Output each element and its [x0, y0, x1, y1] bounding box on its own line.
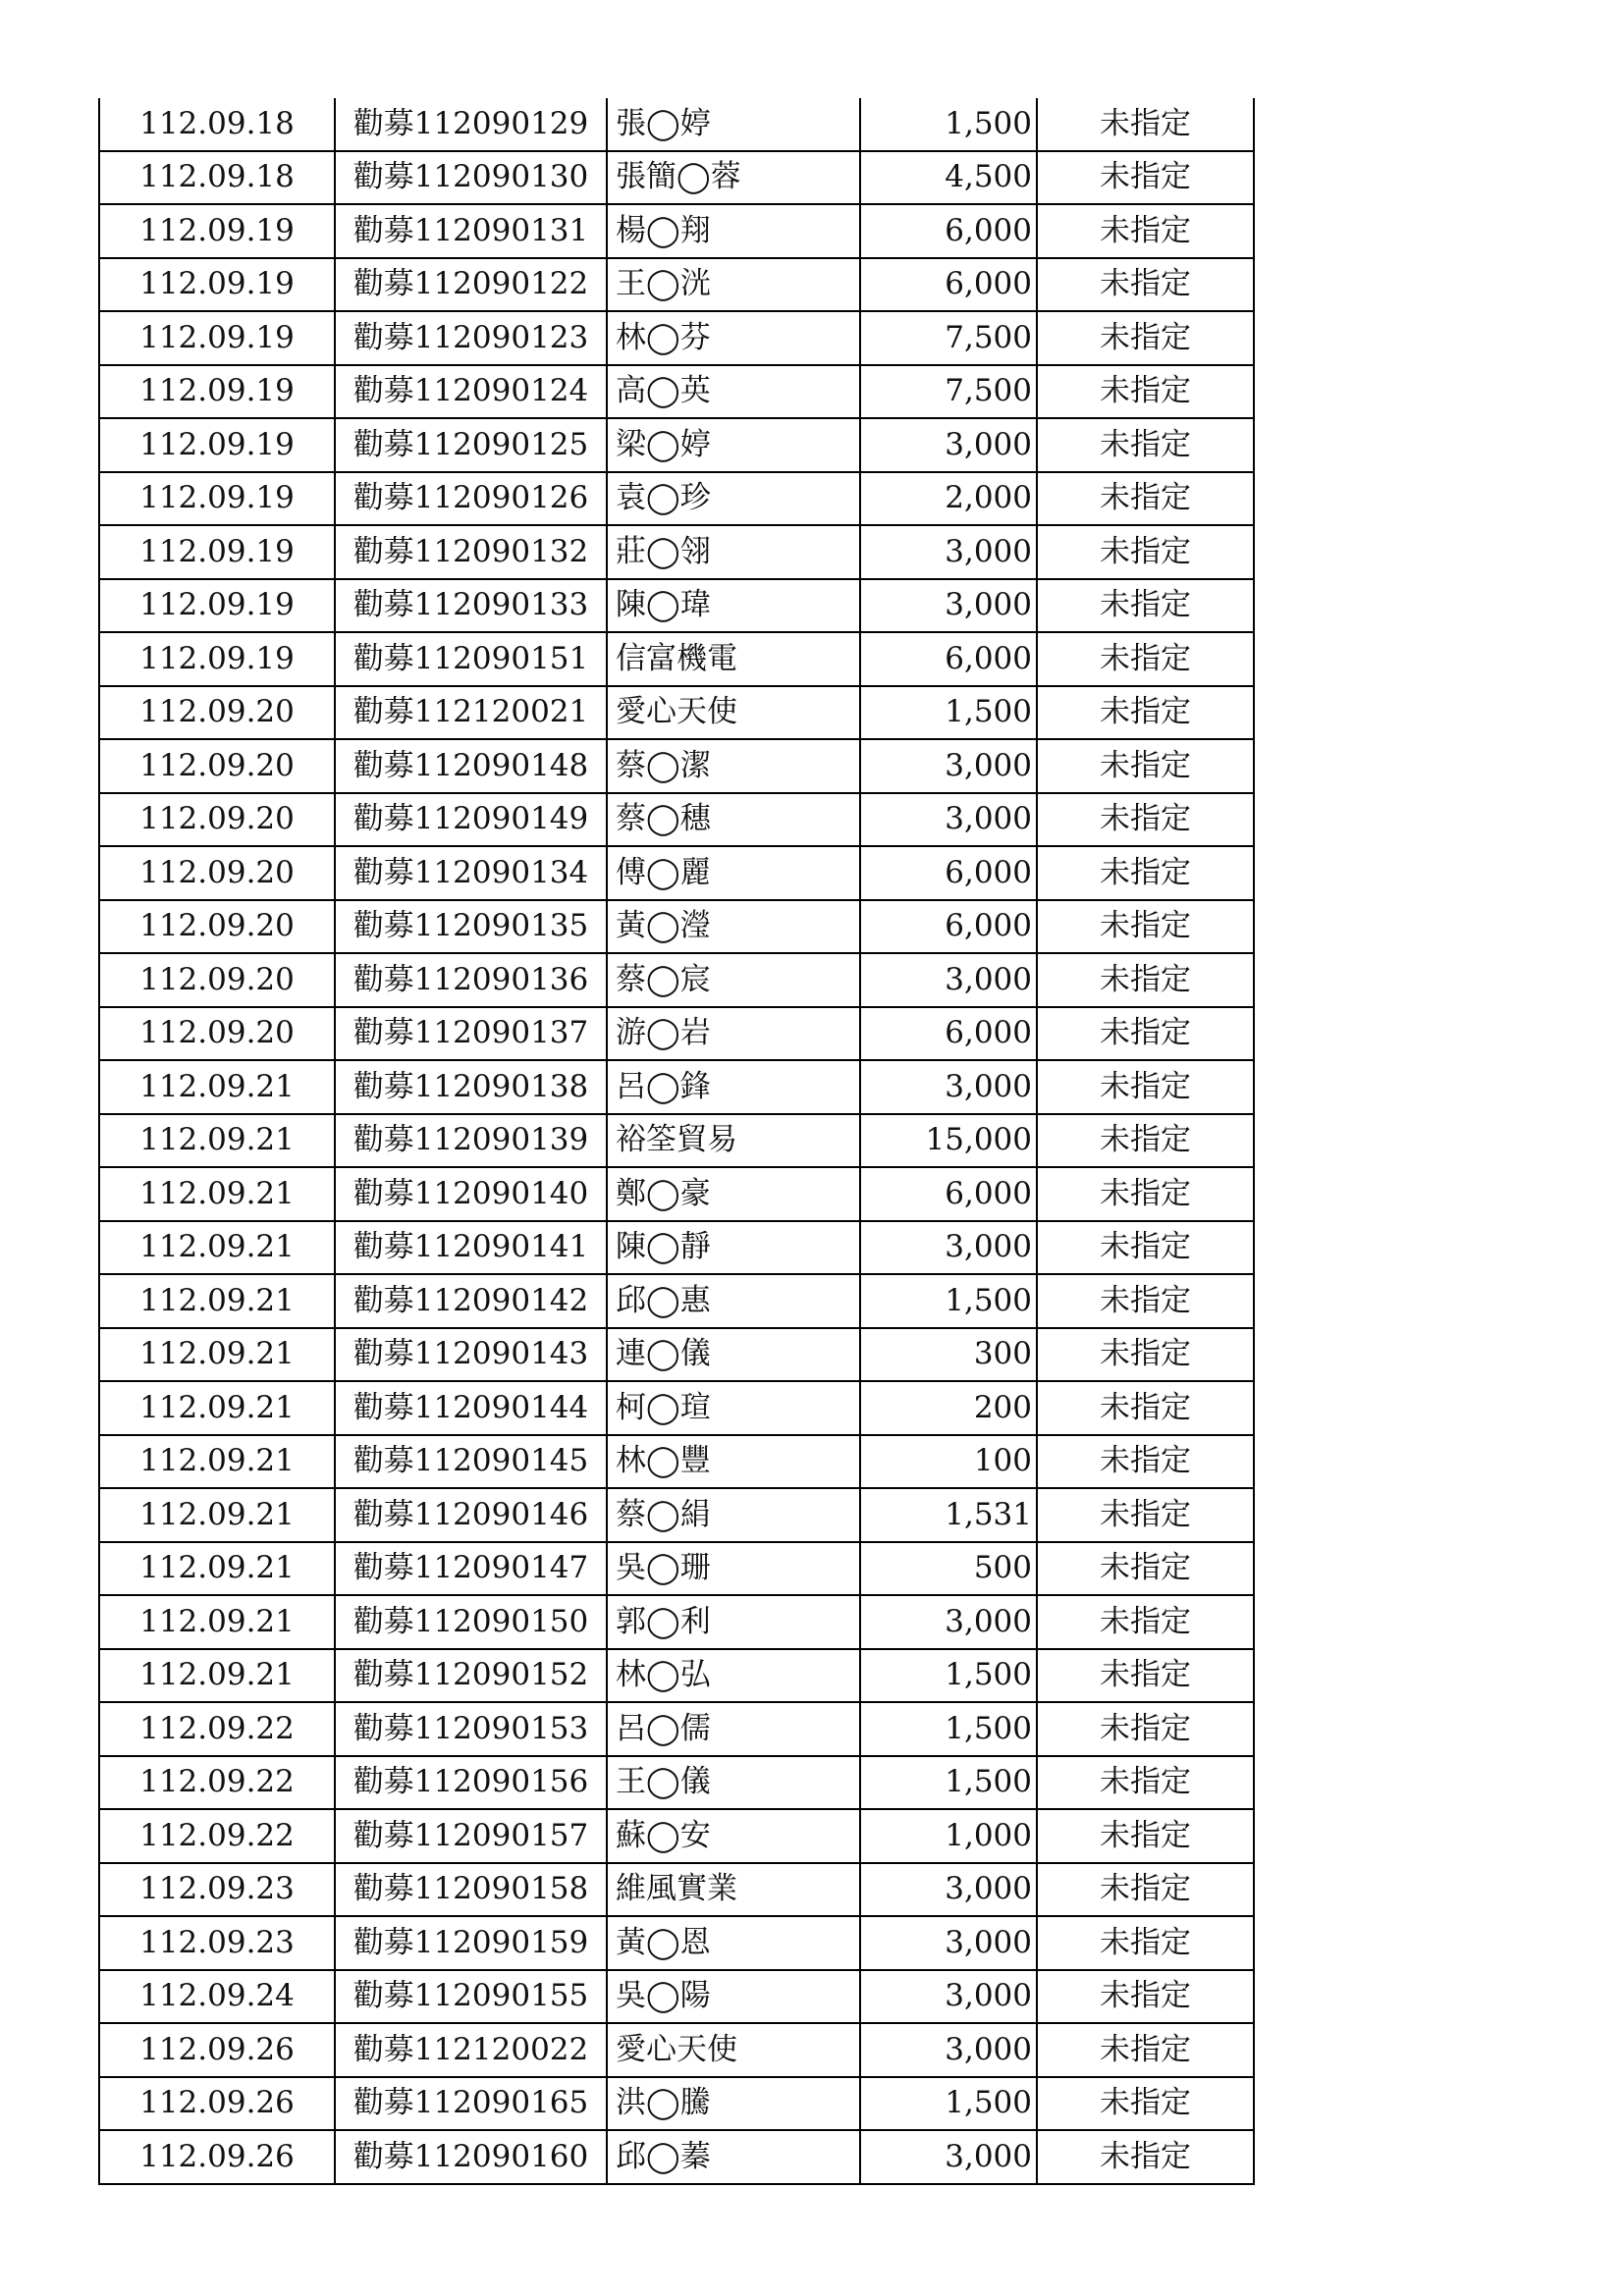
donor-name: 吳◯珊: [607, 1542, 860, 1596]
receipt-number: 勸募112090138: [335, 1060, 607, 1114]
donation-rows: [99, 98, 1254, 2184]
table-row: [99, 632, 1254, 686]
donation-date: 112.09.21: [99, 1488, 335, 1542]
table-row: [99, 1542, 1254, 1596]
donation-date: 112.09.26: [99, 2130, 335, 2184]
receipt-number: 勸募112090135: [335, 900, 607, 954]
donation-amount: 500: [860, 1542, 1037, 1596]
donation-date: 112.09.23: [99, 1916, 335, 1970]
donation-purpose: 未指定: [1037, 1328, 1254, 1382]
donation-amount: 7,500: [860, 311, 1037, 365]
receipt-number: 勸募112090156: [335, 1756, 607, 1810]
donation-amount: 100: [860, 1435, 1037, 1489]
donation-purpose: 未指定: [1037, 579, 1254, 633]
receipt-number: 勸募112090145: [335, 1435, 607, 1489]
donation-amount: 3,000: [860, 418, 1037, 472]
table-row: [99, 1863, 1254, 1917]
donation-date: 112.09.21: [99, 1221, 335, 1275]
donation-date: 112.09.19: [99, 418, 335, 472]
donation-amount: 300: [860, 1328, 1037, 1382]
table-row: [99, 579, 1254, 633]
donation-date: 112.09.21: [99, 1167, 335, 1221]
donor-name: 高◯英: [607, 365, 860, 419]
donation-amount: 6,000: [860, 1007, 1037, 1061]
receipt-number: 勸募112090153: [335, 1702, 607, 1756]
donation-purpose: 未指定: [1037, 1970, 1254, 2024]
donation-amount: 200: [860, 1381, 1037, 1435]
donation-amount: 3,000: [860, 579, 1037, 633]
donation-purpose: 未指定: [1037, 1381, 1254, 1435]
donation-date: 112.09.20: [99, 900, 335, 954]
donation-purpose: 未指定: [1037, 1595, 1254, 1649]
donation-date: 112.09.21: [99, 1274, 335, 1328]
receipt-number: 勸募112090144: [335, 1381, 607, 1435]
donation-date: 112.09.22: [99, 1809, 335, 1863]
donation-date: 112.09.19: [99, 204, 335, 258]
table-row: [99, 953, 1254, 1007]
receipt-number: 勸募112090129: [335, 98, 607, 151]
donor-name: 呂◯儒: [607, 1702, 860, 1756]
donation-purpose: 未指定: [1037, 846, 1254, 900]
donor-name: 邱◯蓁: [607, 2130, 860, 2184]
donation-date: 112.09.20: [99, 686, 335, 740]
donor-name: 張簡◯蓉: [607, 151, 860, 205]
donation-date: 112.09.20: [99, 739, 335, 793]
donation-purpose: 未指定: [1037, 1916, 1254, 1970]
donation-date: 112.09.19: [99, 472, 335, 526]
receipt-number: 勸募112090123: [335, 311, 607, 365]
donation-date: 112.09.21: [99, 1542, 335, 1596]
table-row: [99, 1328, 1254, 1382]
donation-amount: 1,500: [860, 2077, 1037, 2131]
donor-name: 梁◯婷: [607, 418, 860, 472]
receipt-number: 勸募112120022: [335, 2023, 607, 2077]
receipt-number: 勸募112090124: [335, 365, 607, 419]
donation-purpose: 未指定: [1037, 1702, 1254, 1756]
donation-purpose: 未指定: [1037, 2077, 1254, 2131]
donation-amount: 2,000: [860, 472, 1037, 526]
table-row: [99, 1060, 1254, 1114]
table-row: [99, 1970, 1254, 2024]
donor-name: 陳◯靜: [607, 1221, 860, 1275]
donation-purpose: 未指定: [1037, 1167, 1254, 1221]
donor-name: 蔡◯宸: [607, 953, 860, 1007]
donor-name: 維風實業: [607, 1863, 860, 1917]
donor-name: 愛心天使: [607, 2023, 860, 2077]
receipt-number: 勸募112090148: [335, 739, 607, 793]
donation-date: 112.09.20: [99, 1007, 335, 1061]
donation-amount: 1,531: [860, 1488, 1037, 1542]
donation-purpose: 未指定: [1037, 258, 1254, 312]
donation-purpose: 未指定: [1037, 1809, 1254, 1863]
table-row: [99, 1435, 1254, 1489]
donor-name: 吳◯陽: [607, 1970, 860, 2024]
donation-amount: 1,500: [860, 686, 1037, 740]
receipt-number: 勸募112090140: [335, 1167, 607, 1221]
donation-amount: 1,500: [860, 1649, 1037, 1703]
table-row: [99, 1595, 1254, 1649]
receipt-number: 勸募112090151: [335, 632, 607, 686]
receipt-number: 勸募112090136: [335, 953, 607, 1007]
donation-purpose: 未指定: [1037, 686, 1254, 740]
donor-name: 蘇◯安: [607, 1809, 860, 1863]
donation-date: 112.09.21: [99, 1595, 335, 1649]
donation-purpose: 未指定: [1037, 1863, 1254, 1917]
donor-name: 裕筌貿易: [607, 1114, 860, 1168]
donor-name: 游◯岩: [607, 1007, 860, 1061]
donor-name: 蔡◯穗: [607, 793, 860, 847]
donation-amount: 6,000: [860, 900, 1037, 954]
donation-purpose: 未指定: [1037, 1756, 1254, 1810]
donation-amount: 3,000: [860, 2023, 1037, 2077]
donation-amount: 1,500: [860, 98, 1037, 151]
receipt-number: 勸募112090146: [335, 1488, 607, 1542]
table-row: [99, 1274, 1254, 1328]
donation-date: 112.09.24: [99, 1970, 335, 2024]
donation-date: 112.09.19: [99, 365, 335, 419]
donation-date: 112.09.22: [99, 1702, 335, 1756]
donation-date: 112.09.19: [99, 311, 335, 365]
donation-date: 112.09.22: [99, 1756, 335, 1810]
donation-purpose: 未指定: [1037, 98, 1254, 151]
receipt-number: 勸募112090152: [335, 1649, 607, 1703]
donation-date: 112.09.23: [99, 1863, 335, 1917]
receipt-number: 勸募112090150: [335, 1595, 607, 1649]
donation-date: 112.09.21: [99, 1435, 335, 1489]
donor-name: 陳◯瑋: [607, 579, 860, 633]
table-row: [99, 2023, 1254, 2077]
donation-purpose: 未指定: [1037, 1542, 1254, 1596]
donation-date: 112.09.19: [99, 632, 335, 686]
receipt-number: 勸募112090160: [335, 2130, 607, 2184]
table-row: [99, 311, 1254, 365]
donation-date: 112.09.20: [99, 953, 335, 1007]
donation-purpose: 未指定: [1037, 2130, 1254, 2184]
receipt-number: 勸募112090147: [335, 1542, 607, 1596]
receipt-number: 勸募112090149: [335, 793, 607, 847]
donation-purpose: 未指定: [1037, 418, 1254, 472]
donation-purpose: 未指定: [1037, 1007, 1254, 1061]
donation-date: 112.09.21: [99, 1381, 335, 1435]
donor-name: 王◯洸: [607, 258, 860, 312]
receipt-number: 勸募112120021: [335, 686, 607, 740]
donation-amount: 3,000: [860, 2130, 1037, 2184]
table-row: [99, 1756, 1254, 1810]
donation-amount: 1,500: [860, 1702, 1037, 1756]
donor-name: 柯◯瑄: [607, 1381, 860, 1435]
donation-date: 112.09.21: [99, 1060, 335, 1114]
donation-amount: 3,000: [860, 1595, 1037, 1649]
donor-name: 傅◯麗: [607, 846, 860, 900]
donor-name: 黃◯恩: [607, 1916, 860, 1970]
donation-amount: 3,000: [860, 1060, 1037, 1114]
table-row: [99, 1488, 1254, 1542]
table-row: [99, 1649, 1254, 1703]
table-row: [99, 1916, 1254, 1970]
donation-date: 112.09.20: [99, 846, 335, 900]
donation-amount: 3,000: [860, 1863, 1037, 1917]
donation-amount: 15,000: [860, 1114, 1037, 1168]
table-row: [99, 1809, 1254, 1863]
donor-name: 黃◯瀅: [607, 900, 860, 954]
table-row: [99, 900, 1254, 954]
donation-amount: 6,000: [860, 1167, 1037, 1221]
donation-amount: 3,000: [860, 525, 1037, 579]
table-row: [99, 1007, 1254, 1061]
donation-amount: 4,500: [860, 151, 1037, 205]
table-row: [99, 2130, 1254, 2184]
donation-purpose: 未指定: [1037, 365, 1254, 419]
table-row: [99, 1381, 1254, 1435]
donation-purpose: 未指定: [1037, 900, 1254, 954]
donor-name: 邱◯惠: [607, 1274, 860, 1328]
table-row: [99, 418, 1254, 472]
table-row: [99, 472, 1254, 526]
donor-name: 張◯婷: [607, 98, 860, 151]
donor-name: 王◯儀: [607, 1756, 860, 1810]
table-row: [99, 846, 1254, 900]
table-row: [99, 739, 1254, 793]
table-row: [99, 1702, 1254, 1756]
donation-purpose: 未指定: [1037, 1274, 1254, 1328]
donor-name: 連◯儀: [607, 1328, 860, 1382]
table-row: [99, 686, 1254, 740]
donation-date: 112.09.26: [99, 2023, 335, 2077]
receipt-number: 勸募112090133: [335, 579, 607, 633]
donor-name: 愛心天使: [607, 686, 860, 740]
donor-name: 莊◯翎: [607, 525, 860, 579]
donor-name: 袁◯珍: [607, 472, 860, 526]
receipt-number: 勸募112090142: [335, 1274, 607, 1328]
donor-name: 林◯弘: [607, 1649, 860, 1703]
donation-amount: 6,000: [860, 204, 1037, 258]
donation-amount: 1,500: [860, 1274, 1037, 1328]
table-row: [99, 1167, 1254, 1221]
receipt-number: 勸募112090137: [335, 1007, 607, 1061]
receipt-number: 勸募112090165: [335, 2077, 607, 2131]
receipt-number: 勸募112090139: [335, 1114, 607, 1168]
donation-purpose: 未指定: [1037, 1114, 1254, 1168]
table-row: [99, 1221, 1254, 1275]
receipt-number: 勸募112090157: [335, 1809, 607, 1863]
table-row: [99, 525, 1254, 579]
donation-purpose: 未指定: [1037, 739, 1254, 793]
donation-purpose: 未指定: [1037, 632, 1254, 686]
receipt-number: 勸募112090134: [335, 846, 607, 900]
donor-name: 楊◯翔: [607, 204, 860, 258]
donor-name: 信富機電: [607, 632, 860, 686]
receipt-number: 勸募112090132: [335, 525, 607, 579]
donation-date: 112.09.19: [99, 258, 335, 312]
donation-amount: 3,000: [860, 953, 1037, 1007]
receipt-number: 勸募112090131: [335, 204, 607, 258]
donation-purpose: 未指定: [1037, 1060, 1254, 1114]
donor-name: 蔡◯絹: [607, 1488, 860, 1542]
table-row: [99, 151, 1254, 205]
donation-amount: 6,000: [860, 632, 1037, 686]
table-row: [99, 793, 1254, 847]
donor-name: 呂◯鋒: [607, 1060, 860, 1114]
donation-date: 112.09.19: [99, 579, 335, 633]
donation-amount: 3,000: [860, 793, 1037, 847]
donation-date: 112.09.21: [99, 1328, 335, 1382]
table-row: [99, 98, 1254, 151]
donation-date: 112.09.18: [99, 151, 335, 205]
donation-amount: 3,000: [860, 739, 1037, 793]
receipt-number: 勸募112090155: [335, 1970, 607, 2024]
table-row: [99, 365, 1254, 419]
donation-purpose: 未指定: [1037, 204, 1254, 258]
donor-name: 洪◯騰: [607, 2077, 860, 2131]
donation-purpose: 未指定: [1037, 1488, 1254, 1542]
donation-purpose: 未指定: [1037, 151, 1254, 205]
donation-date: 112.09.20: [99, 793, 335, 847]
table-row: [99, 1114, 1254, 1168]
donation-amount: 1,000: [860, 1809, 1037, 1863]
donation-amount: 7,500: [860, 365, 1037, 419]
receipt-number: 勸募112090126: [335, 472, 607, 526]
receipt-number: 勸募112090159: [335, 1916, 607, 1970]
table-row: [99, 2077, 1254, 2131]
donation-table: [98, 98, 1255, 2185]
receipt-number: 勸募112090141: [335, 1221, 607, 1275]
donation-purpose: 未指定: [1037, 793, 1254, 847]
donation-date: 112.09.21: [99, 1649, 335, 1703]
donor-name: 郭◯利: [607, 1595, 860, 1649]
donation-amount: 6,000: [860, 258, 1037, 312]
donation-amount: 3,000: [860, 1916, 1037, 1970]
donor-name: 鄭◯豪: [607, 1167, 860, 1221]
donation-date: 112.09.18: [99, 98, 335, 151]
donation-amount: 3,000: [860, 1221, 1037, 1275]
donation-purpose: 未指定: [1037, 1435, 1254, 1489]
donation-amount: 1,500: [860, 1756, 1037, 1810]
receipt-number: 勸募112090143: [335, 1328, 607, 1382]
receipt-number: 勸募112090158: [335, 1863, 607, 1917]
receipt-number: 勸募112090125: [335, 418, 607, 472]
donor-name: 林◯豐: [607, 1435, 860, 1489]
donation-purpose: 未指定: [1037, 472, 1254, 526]
table-row: [99, 204, 1254, 258]
donation-purpose: 未指定: [1037, 953, 1254, 1007]
donation-purpose: 未指定: [1037, 1221, 1254, 1275]
donation-amount: 3,000: [860, 1970, 1037, 2024]
donation-purpose: 未指定: [1037, 311, 1254, 365]
donation-purpose: 未指定: [1037, 525, 1254, 579]
donor-name: 蔡◯潔: [607, 739, 860, 793]
donation-purpose: 未指定: [1037, 1649, 1254, 1703]
donation-amount: 6,000: [860, 846, 1037, 900]
donation-purpose: 未指定: [1037, 2023, 1254, 2077]
receipt-number: 勸募112090122: [335, 258, 607, 312]
receipt-number: 勸募112090130: [335, 151, 607, 205]
table-row: [99, 258, 1254, 312]
donor-name: 林◯芬: [607, 311, 860, 365]
donation-date: 112.09.19: [99, 525, 335, 579]
donation-date: 112.09.26: [99, 2077, 335, 2131]
donation-date: 112.09.21: [99, 1114, 335, 1168]
